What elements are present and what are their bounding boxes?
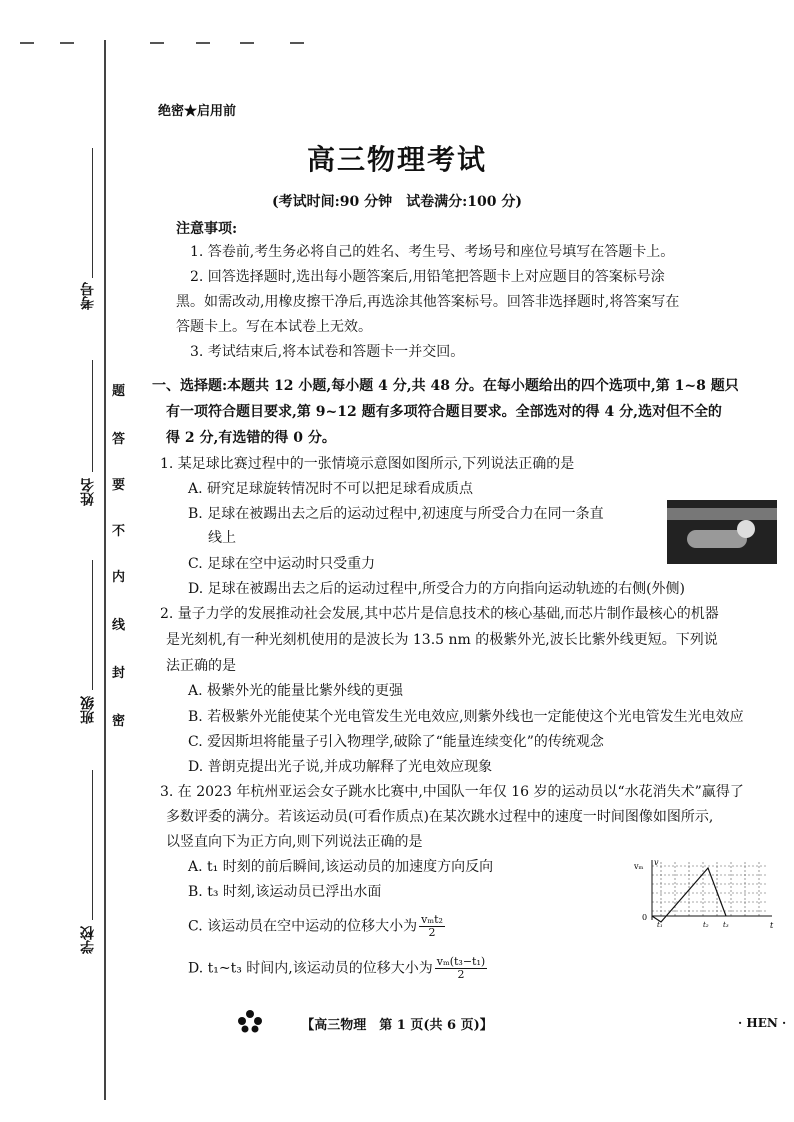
- question-stem: 1. 某足球比赛过程中的一张情境示意图如图所示,下列说法正确的是: [160, 456, 575, 472]
- option-c: C. 爱因斯坦将能量子引入物理学,破除了“能量连续变化”的传统观念: [188, 734, 604, 750]
- option-a: A. t₁ 时刻的前后瞬间,该运动员的加速度方向反向: [188, 859, 494, 875]
- notice-item: 答题卡上。写在本试卷上无效。: [176, 319, 372, 335]
- notice-heading: 注意事项:: [176, 221, 238, 237]
- fraction-denominator: 2: [428, 926, 436, 939]
- fraction: [435, 956, 487, 981]
- option-a: A. 极紫外光的能量比紫外线的更强: [188, 683, 404, 699]
- name-blank: [92, 360, 93, 472]
- class-label: 班级: [80, 696, 96, 724]
- velocity-time-graph: [630, 856, 780, 930]
- margin-dash: [196, 42, 210, 44]
- option-b: B. 若极紫外光能使某个光电管发生光电效应,则紫外线也一定能使这个光电管发生光电效应: [188, 709, 744, 725]
- seal-char: 密: [112, 714, 126, 729]
- margin-dash: [60, 42, 74, 44]
- margin-dash: [150, 42, 164, 44]
- page-title: 高三物理考试: [306, 143, 487, 176]
- class-blank: [92, 560, 93, 690]
- name-label: 姓名: [80, 478, 96, 506]
- question-stem: 2. 量子力学的发展推动社会发展,其中芯片是信息技术的核心基础,而芯片制作最核心的机器: [160, 606, 719, 622]
- seal-char: 题: [112, 384, 126, 399]
- option-d: [188, 956, 487, 981]
- seal-char: 线: [112, 618, 126, 633]
- option-b: B. t₃ 时刻,该运动员已浮出水面: [188, 884, 382, 900]
- school-blank: [92, 770, 93, 920]
- option-c: [188, 914, 445, 939]
- option-b-cont: 线上: [208, 530, 236, 546]
- fraction-numerator: vₘ(t₃−t₁): [436, 955, 486, 968]
- margin-dash: [240, 42, 254, 44]
- t2-label: t₂: [703, 921, 709, 929]
- margin-dash: [290, 42, 304, 44]
- notice-item: 3. 考试结束后,将本试卷和答题卡一并交回。: [190, 344, 465, 360]
- exam-info: (考试时间:90 分钟 试卷满分:100 分): [271, 194, 523, 210]
- paper-code: · HEN ·: [738, 1016, 787, 1030]
- t3-label: t₃: [723, 921, 729, 929]
- option-c: C. 足球在空中运动时只受重力: [188, 556, 376, 572]
- notice-item: 2. 回答选择题时,选出每小题答案后,用铅笔把答题卡上对应题目的答案标号涂: [190, 269, 665, 285]
- seal-char: 要: [112, 478, 126, 493]
- football-photo: [667, 500, 777, 564]
- option-d: D. 普朗克提出光子说,并成功解释了光电效应现象: [188, 759, 493, 775]
- section-instructions: 一、选择题:本题共 12 小题,每小题 4 分,共 48 分。在每小题给出的四个选项中,第 1~8 题只: [152, 378, 739, 394]
- question-stem: 以竖直向下为正方向,则下列说法正确的是: [166, 834, 423, 850]
- notice-item: 黑。如需改动,用橡皮擦干净后,再选涂其他答案标号。回答非选择题时,将答案写在: [176, 294, 680, 310]
- seal-char: 内: [112, 570, 126, 585]
- t1-label: t₁: [657, 921, 663, 929]
- fraction: [419, 914, 445, 939]
- seal-char: 封: [112, 666, 126, 681]
- origin-label: 0: [642, 913, 648, 922]
- vm-label: vₘ: [634, 862, 644, 871]
- fraction-numerator: vₘt₂: [421, 913, 443, 926]
- option-b: B. 足球在被踢出去之后的运动过程中,初速度与所受合力在同一条直: [188, 506, 604, 522]
- school-label: 学校: [80, 926, 96, 954]
- question-stem: 法正确的是: [166, 658, 236, 674]
- page-footer: 【高三物理 第 1 页(共 6 页)】: [301, 1018, 493, 1033]
- t-label: t: [770, 921, 774, 930]
- section-instructions: 有一项符合题目要求,第 9~12 题有多项符合题目要求。全部选对的得 4 分,选对但不全的: [166, 404, 722, 420]
- margin-dash: [20, 42, 34, 44]
- confidential-mark: 绝密★启用前: [158, 104, 237, 119]
- v-label: v: [654, 858, 659, 867]
- fraction-denominator: 2: [457, 968, 465, 981]
- option-d-text: D. t₁~t₃ 时间内,该运动员的位移大小为: [188, 960, 433, 977]
- exam-no-label: 考号: [80, 282, 96, 310]
- question-stem: 是光刻机,有一种光刻机使用的是波长为 13.5 nm 的极紫外光,波长比紫外线更短。下列说: [166, 632, 718, 648]
- section-instructions: 得 2 分,有选错的得 0 分。: [166, 430, 336, 446]
- option-a: A. 研究足球旋转情况时不可以把足球看成质点: [188, 481, 474, 497]
- seal-char: 不: [112, 524, 126, 539]
- option-c-text: C. 该运动员在空中运动的位移大小为: [188, 918, 418, 935]
- seal-char: 答: [112, 432, 126, 447]
- notice-item: 1. 答卷前,考生务必将自己的姓名、考生号、考场号和座位号填写在答题卡上。: [190, 244, 675, 260]
- option-d: D. 足球在被踢出去之后的运动过程中,所受合力的方向指向运动轨迹的右侧(外侧): [188, 581, 685, 597]
- question-stem: 3. 在 2023 年杭州亚运会女子跳水比赛中,中国队一年仅 16 岁的运动员以“水花消失术”赢得了: [160, 784, 744, 800]
- question-stem: 多数评委的满分。若该运动员(可看作质点)在某次跳水过程中的速度一时间图像如图所示,: [166, 809, 714, 825]
